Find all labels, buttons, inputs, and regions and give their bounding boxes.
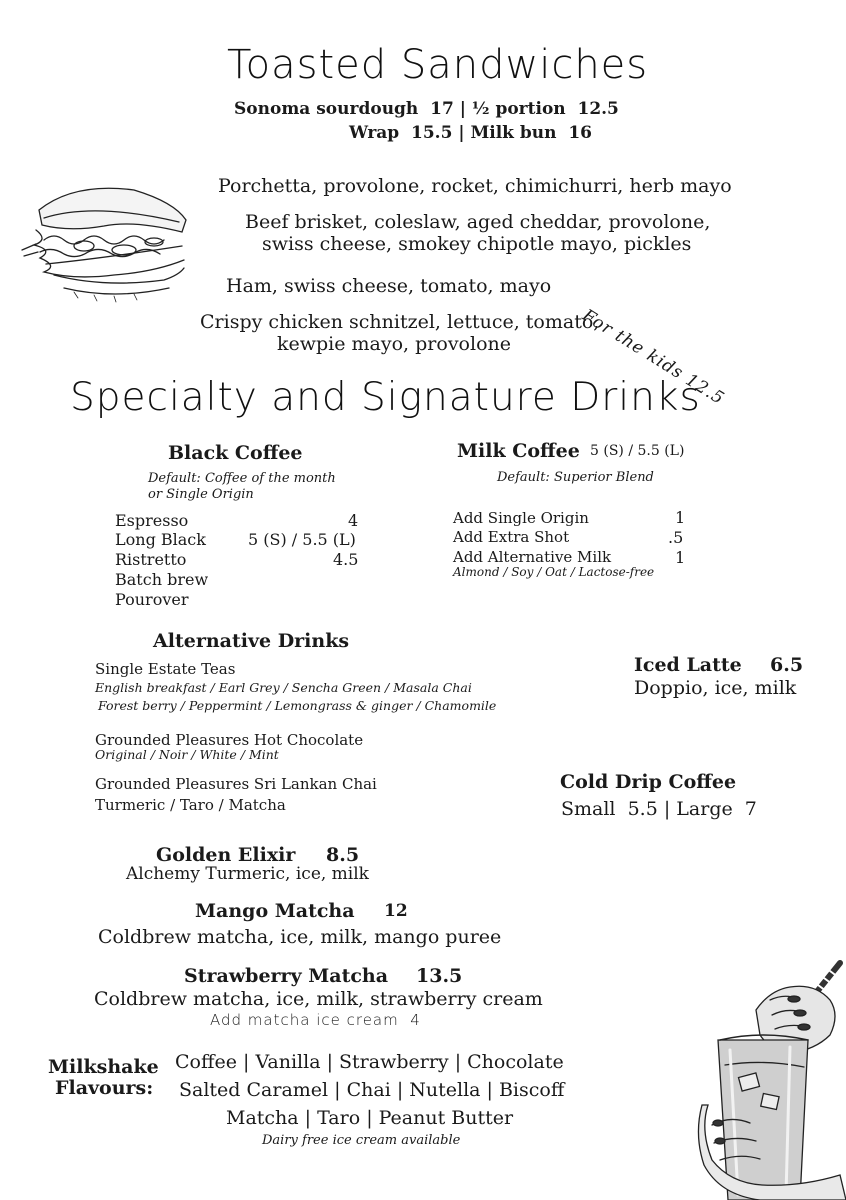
cold-drip-name: Cold Drip Coffee xyxy=(560,771,737,793)
teas-label: Single Estate Teas xyxy=(95,660,236,678)
chai-label: Grounded Pleasures Sri Lankan Chai xyxy=(95,775,377,793)
sandwich-schnitzel-line2: kewpie mayo, provolone xyxy=(277,333,511,355)
mango-matcha-desc: Coldbrew matcha, ice, milk, mango puree xyxy=(98,926,502,948)
milkshake-flavours-line1: Coffee | Vanilla | Strawberry | Chocolate xyxy=(175,1051,564,1073)
milk-coffee-price: 5 (S) / 5.5 (L) xyxy=(590,443,685,459)
black-coffee-long-black: Long Black xyxy=(115,530,206,549)
black-coffee-batch-brew: Batch brew xyxy=(115,570,209,589)
milkshake-label-line2: Flavours: xyxy=(55,1077,154,1099)
iced-latte-desc: Doppio, ice, milk xyxy=(634,677,797,699)
strawberry-matcha-desc: Coldbrew matcha, ice, milk, strawberry cream xyxy=(94,988,543,1010)
sandwich-porchetta: Porchetta, provolone, rocket, chimichurri, herb mayo xyxy=(218,175,732,197)
iced-latte-name: Iced Latte xyxy=(634,654,742,676)
addon-alt-milk: Add Alternative Milk xyxy=(453,548,612,566)
teas-list-line2: Forest berry / Peppermint / Lemongrass & ginger / Chamomile xyxy=(98,698,497,713)
mango-matcha-name: Mango Matcha xyxy=(195,900,355,922)
milkshake-flavours-line2: Salted Caramel | Chai | Nutella | Biscoff xyxy=(179,1079,565,1101)
latte-flavours: Turmeric / Taro / Matcha xyxy=(95,796,286,814)
sandwich-illustration xyxy=(14,180,194,305)
golden-elixir-desc: Alchemy Turmeric, ice, milk xyxy=(126,864,369,884)
sandwich-brisket-line2: swiss cheese, smokey chipotle mayo, pickles xyxy=(262,233,692,255)
mango-matcha-price: 12 xyxy=(384,901,408,921)
cold-drip-sizes: Small 5.5 | Large 7 xyxy=(561,798,757,820)
sandwich-brisket-line1: Beef brisket, coleslaw, aged cheddar, provolone, xyxy=(245,211,711,233)
bread-options-line2: Wrap 15.5 | Milk bun 16 xyxy=(349,123,592,143)
black-coffee-heading: Black Coffee xyxy=(168,442,303,464)
matcha-ice-cream-addon: Add matcha ice cream 4 xyxy=(210,1011,421,1029)
alternative-drinks-heading: Alternative Drinks xyxy=(153,630,350,652)
addon-price-extra-shot: .5 xyxy=(668,528,684,547)
milkshake-flavours-line3: Matcha | Taro | Peanut Butter xyxy=(226,1107,514,1129)
price-ristretto: 4.5 xyxy=(333,550,359,569)
strawberry-matcha-price: 13.5 xyxy=(416,965,463,987)
sandwich-ham: Ham, swiss cheese, tomato, mayo xyxy=(226,275,552,297)
black-coffee-espresso: Espresso xyxy=(115,511,189,530)
golden-elixir-price: 8.5 xyxy=(326,844,360,866)
milk-coffee-heading: Milk Coffee xyxy=(457,440,580,462)
addon-price-alt-milk: 1 xyxy=(675,548,686,567)
milk-options: Almond / Soy / Oat / Lactose-free xyxy=(453,565,655,579)
hot-chocolate-flavours: Original / Noir / White / Mint xyxy=(95,747,279,762)
iced-latte-price: 6.5 xyxy=(770,654,804,676)
milkshake-label-line1: Milkshake xyxy=(48,1056,159,1078)
price-long-black: 5 (S) / 5.5 (L) xyxy=(248,530,356,549)
addon-extra-shot: Add Extra Shot xyxy=(453,528,570,546)
iced-drink-hand-illustration xyxy=(690,955,846,1200)
bread-options-line1: Sonoma sourdough 17 | ½ portion 12.5 xyxy=(234,99,619,119)
sandwich-schnitzel-line1: Crispy chicken schnitzel, lettuce, tomato, xyxy=(200,311,600,333)
hot-chocolate-label: Grounded Pleasures Hot Chocolate xyxy=(95,731,364,749)
golden-elixir-name: Golden Elixir xyxy=(156,844,296,866)
price-espresso: 4 xyxy=(348,511,359,530)
drinks-title: Specialty and Signature Drinks xyxy=(70,375,701,420)
milk-coffee-default: Default: Superior Blend xyxy=(497,470,654,485)
strawberry-matcha-name: Strawberry Matcha xyxy=(184,965,389,987)
addon-single-origin: Add Single Origin xyxy=(453,509,589,527)
addon-price-single-origin: 1 xyxy=(675,508,686,527)
black-coffee-pourover: Pourover xyxy=(115,590,189,609)
teas-list-line1: English breakfast / Earl Grey / Sencha Green / Masala Chai xyxy=(95,680,472,695)
black-coffee-default-line1: Default: Coffee of the month xyxy=(148,471,336,486)
kids-note: For the kids 12.5 xyxy=(578,305,728,410)
black-coffee-default-line2: or Single Origin xyxy=(148,487,254,502)
black-coffee-ristretto: Ristretto xyxy=(115,550,187,569)
dairy-free-note: Dairy free ice cream available xyxy=(262,1133,461,1148)
sandwiches-title: Toasted Sandwiches xyxy=(227,42,649,88)
